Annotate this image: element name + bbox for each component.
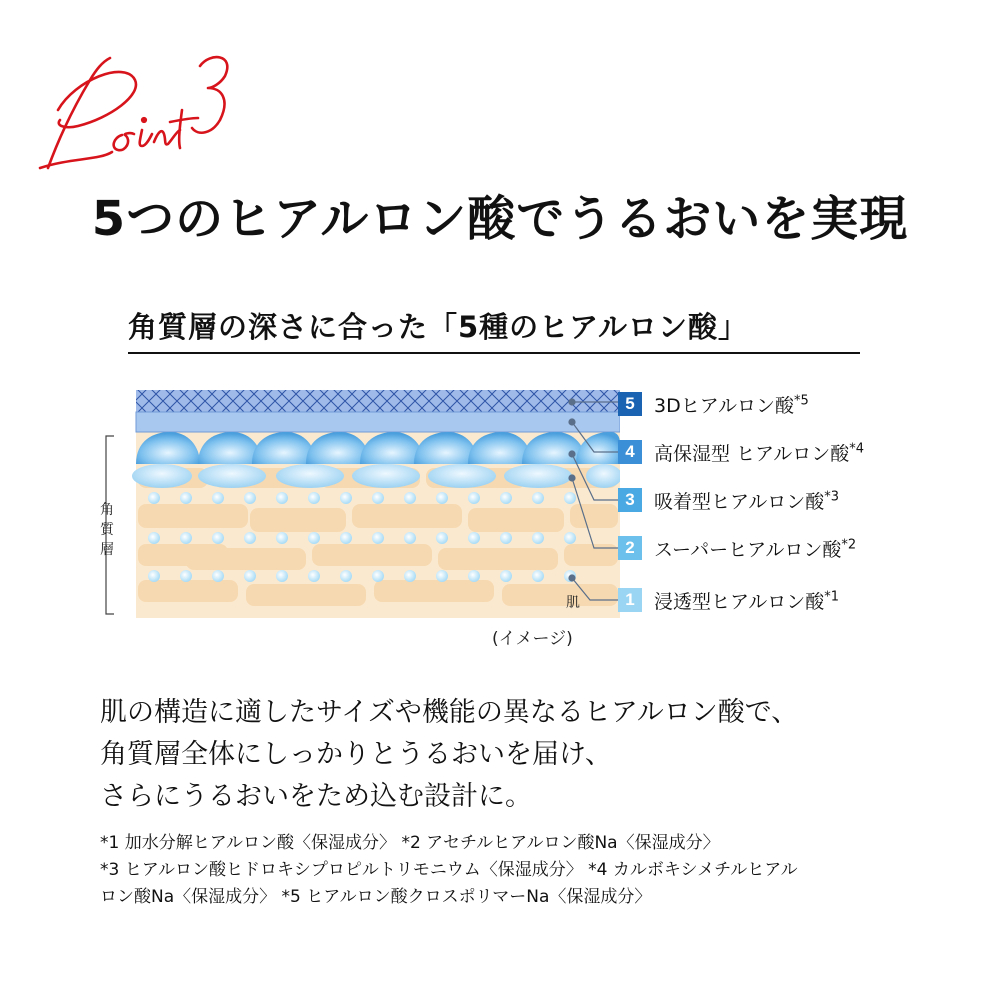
legend-number: 2 xyxy=(618,536,642,560)
subtitle: 角質層の深さに合った「5種のヒアルロン酸」 xyxy=(128,310,749,344)
legend-text: 3Dヒアルロン酸 xyxy=(654,394,794,417)
body-line: さらにうるおいをため込む設計に。 xyxy=(100,781,532,812)
footnote-line: *1 加水分解ヒアルロン酸〈保湿成分〉 *2 アセチルヒアルロン酸Na〈保湿成分〉 xyxy=(100,833,720,853)
legend-label xyxy=(654,439,864,466)
skin-label: 肌 xyxy=(566,595,580,611)
side-label-char: 角 xyxy=(100,502,114,518)
legend-text: 高保湿型 ヒアルロン酸 xyxy=(654,442,850,465)
legend-item-1 xyxy=(618,588,839,612)
body-line: 肌の構造に適したサイズや機能の異なるヒアルロン酸で、 xyxy=(100,697,799,728)
legend-number: 5 xyxy=(618,392,642,416)
legend-text: スーパーヒアルロン酸 xyxy=(654,538,842,561)
footnote-line: *3 ヒアルロン酸ヒドロキシプロピルトリモニウム〈保湿成分〉 *4 カルボキシメチルヒアル xyxy=(100,860,798,880)
body-copy xyxy=(100,692,920,818)
stratum-corneum-label xyxy=(96,500,118,560)
legend-text: 吸着型ヒアルロン酸 xyxy=(654,490,825,513)
point-3-logo xyxy=(30,40,240,180)
legend-label xyxy=(654,535,856,562)
legend-text: 浸透型ヒアルロン酸 xyxy=(654,590,825,613)
legend-item-5 xyxy=(618,392,809,416)
side-label-char: 質 xyxy=(100,522,114,538)
legend-item-4 xyxy=(618,440,864,464)
legend-note: *2 xyxy=(841,537,857,553)
page-title: 5つのヒアルロン酸でうるおいを実現 xyxy=(91,191,909,247)
legend-number: 4 xyxy=(618,440,642,464)
legend-note: *3 xyxy=(824,489,840,505)
legend-note: *1 xyxy=(824,589,840,605)
side-label-char: 層 xyxy=(100,542,114,558)
subtitle-underline xyxy=(128,352,860,354)
legend-label xyxy=(654,391,809,418)
legend-note: *4 xyxy=(849,441,865,457)
layer-4-band xyxy=(136,412,620,432)
legend-note: *5 xyxy=(793,393,809,409)
footnotes xyxy=(100,830,920,911)
footnote-line: ロン酸Na〈保湿成分〉 *5 ヒアルロン酸クロスポリマーNa〈保湿成分〉 xyxy=(100,887,652,907)
legend-number: 1 xyxy=(618,588,642,612)
body-line: 角質層全体にしっかりとうるおいを届け、 xyxy=(100,739,612,770)
legend-number: 3 xyxy=(618,488,642,512)
legend-item-2 xyxy=(618,536,856,560)
legend-label xyxy=(654,587,839,614)
legend-item-3 xyxy=(618,488,839,512)
legend-label xyxy=(654,487,839,514)
skin-layer-diagram xyxy=(100,380,620,620)
image-caption: (イメージ) xyxy=(492,629,573,649)
